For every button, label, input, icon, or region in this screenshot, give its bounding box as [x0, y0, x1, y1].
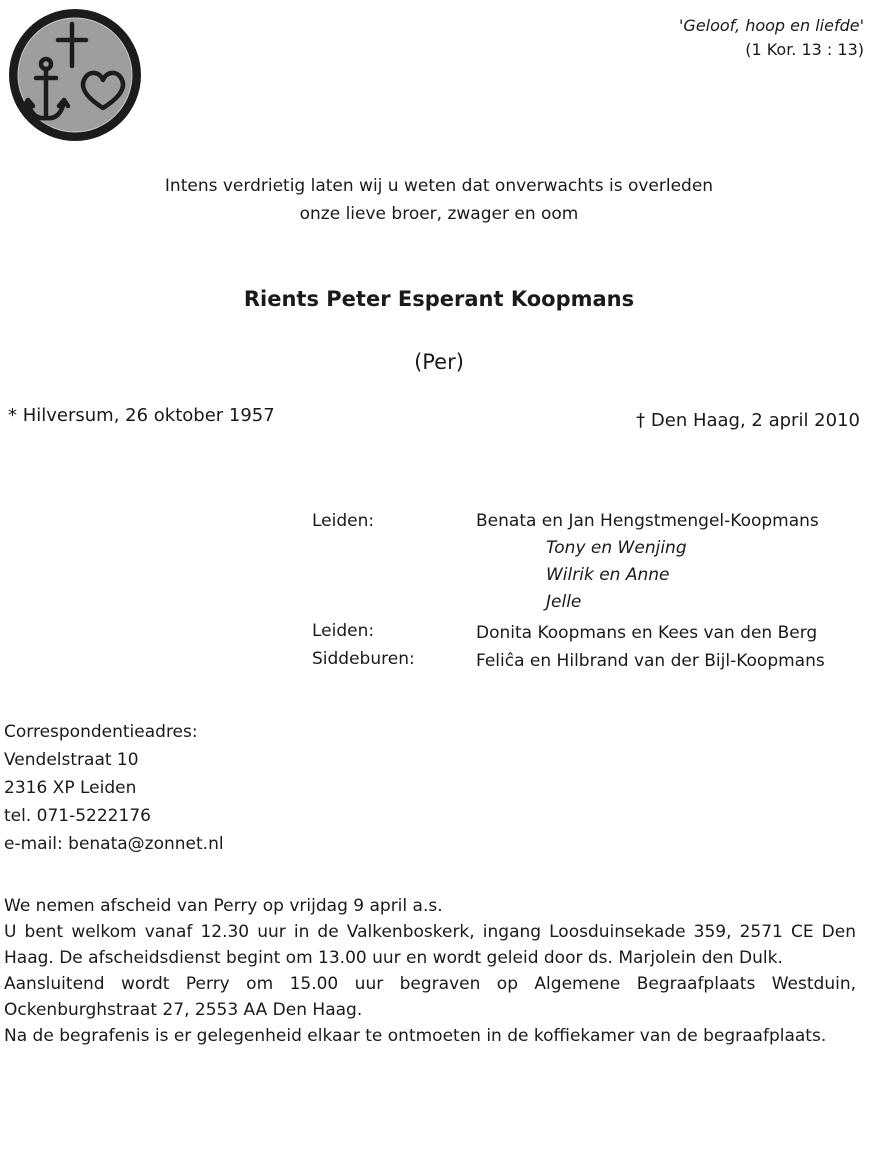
farewell-paragraph-4: Na de begrafenis is er gelegenheid elkaar te ontmoeten in de koffiekamer van de begraafplaats.: [4, 1026, 827, 1046]
family-place: Leiden:: [312, 621, 375, 641]
family-place: Siddeburen:: [312, 649, 415, 669]
birth-info: * Hilversum, 26 oktober 1957: [8, 405, 275, 426]
family-child: Wilrik en Anne: [546, 565, 670, 585]
family-names: Donita Koopmans en Kees van den Berg: [476, 623, 818, 643]
family-names: Feliĉa en Hilbrand van der Bijl-Koopmans: [476, 651, 825, 671]
farewell-details: [4, 893, 856, 1049]
deceased-full-name: Rients Peter Esperant Koopmans: [243, 287, 635, 311]
motto: [679, 14, 864, 62]
bible-reference: (1 Kor. 13 : 13): [745, 40, 864, 59]
faith-hope-love-cross-anchor-heart-icon: [6, 6, 144, 144]
family-names: Benata en Jan Hengstmengel-Koopmans: [476, 511, 819, 531]
correspondence-heading: Correspondentieadres:: [4, 722, 198, 742]
correspondence-email: e-mail: benata@zonnet.nl: [4, 834, 224, 854]
motto-quote: 'Geloof, hoop en liefde': [679, 16, 864, 35]
announcement: [0, 172, 878, 228]
announcement-line-2: onze lieve broer, zwager en oom: [299, 204, 579, 224]
correspondence-street: Vendelstraat 10: [4, 750, 139, 770]
family-child: Jelle: [546, 592, 582, 612]
family-child: Tony en Wenjing: [546, 538, 687, 558]
farewell-paragraph-1: We nemen afscheid van Perry op vrijdag 9 april a.s.: [4, 896, 443, 916]
correspondence-address: [4, 718, 224, 858]
farewell-paragraph-2: U bent welkom vanaf 12.30 uur in de Valkenboskerk, ingang Loosduinsekade 359, 2571 CE Den Haag. De afscheidsdienst begint om 13.00 uur en wordt geleid door ds. Marjolein den Dulk.: [4, 922, 856, 968]
death-info: † Den Haag, 2 april 2010: [636, 410, 860, 431]
farewell-paragraph-3: Aansluitend wordt Perry om 15.00 uur begraven op Algemene Begraafplaats Westduin, Ockenburghstraat 27, 2553 AA Den Haag.: [4, 974, 856, 1020]
deceased-nickname: (Per): [414, 350, 464, 374]
family-place: Leiden:: [312, 511, 375, 531]
correspondence-city: 2316 XP Leiden: [4, 778, 137, 798]
correspondence-phone: tel. 071-5222176: [4, 806, 151, 826]
announcement-line-1: Intens verdrietig laten wij u weten dat onverwachts is overleden: [164, 176, 714, 196]
